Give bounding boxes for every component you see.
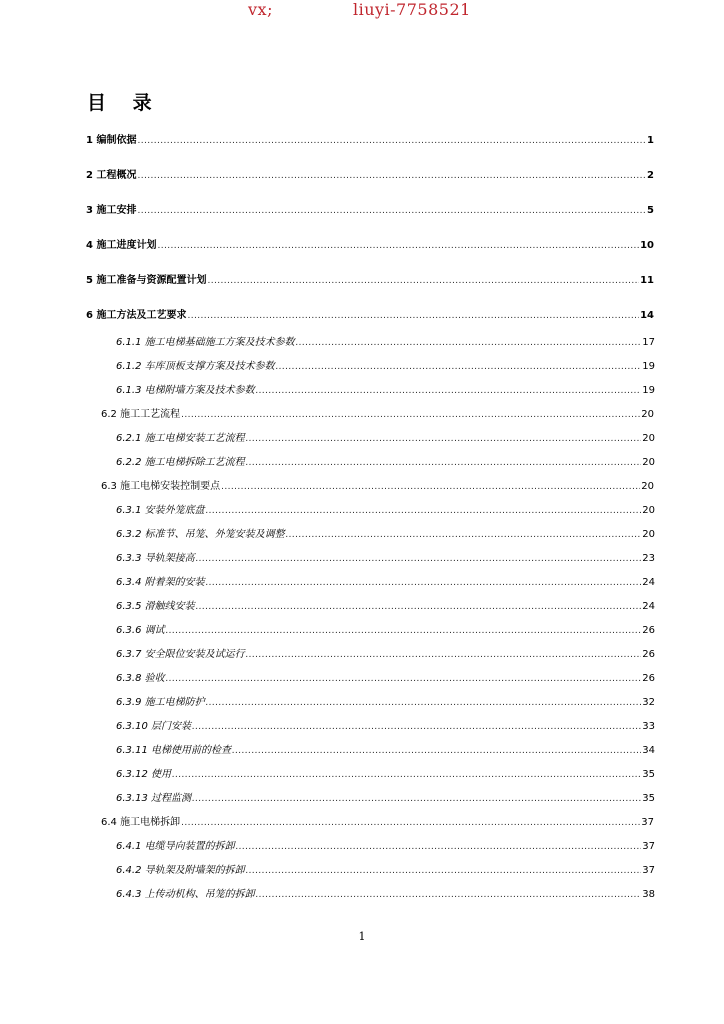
toc-entry-label: 6.3.5 滑触线安装 [116,601,195,612]
dot-leader [172,770,641,780]
toc-entry-label: 6.4.2 导轨架及附墙架的拆卸 [116,865,245,876]
toc-entry[interactable] [116,765,655,780]
dot-leader [246,866,642,876]
dot-leader [137,171,646,181]
toc-entry[interactable] [116,525,655,540]
toc-entry-label: 1 编制依据 [86,135,137,146]
toc-entry[interactable] [116,453,655,468]
dot-leader [236,842,642,852]
dot-leader [256,890,642,900]
dot-leader [196,554,642,564]
dot-leader [137,206,646,216]
toc-entry[interactable] [101,405,654,420]
toc-entry-page: 1 [647,135,654,146]
toc-entry[interactable] [116,645,655,660]
toc-entry-label: 6.4.3 上传动机构、吊笼的拆卸 [116,889,255,900]
toc-entry-label: 3 施工安排 [86,205,137,216]
toc-entry-page: 11 [640,275,654,286]
dot-leader [246,434,642,444]
watermark-left: vx; [248,0,273,19]
toc-entry-label: 6.3.8 验收 [116,673,165,684]
toc-entry[interactable] [116,573,655,588]
toc-entry-page: 24 [642,577,655,588]
toc-entry-page: 19 [642,385,655,396]
toc-entry-label: 6.4 施工电梯拆卸 [101,817,181,828]
toc-entry-page: 37 [641,817,654,828]
dot-leader [246,458,642,468]
toc-entry[interactable] [116,669,655,684]
dot-leader [206,578,642,588]
toc-entry-label: 6.2.2 施工电梯拆除工艺流程 [116,457,245,468]
toc-entry[interactable] [116,789,655,804]
toc-entry-label: 6.3.4 附着架的安装 [116,577,205,588]
toc-entry-page: 35 [642,769,655,780]
toc-entry-page: 5 [647,205,654,216]
dot-leader [192,794,641,804]
dot-leader [206,506,642,516]
toc-entry-page: 32 [642,697,655,708]
toc-entry-page: 26 [642,625,655,636]
dot-leader [196,602,642,612]
dot-leader [232,746,641,756]
dot-leader [206,698,642,708]
toc-entry[interactable] [101,813,654,828]
dot-leader [181,410,640,420]
toc-entry-page: 38 [642,889,655,900]
toc-entry-label: 6.3.3 导轨架接高 [116,553,195,564]
toc-entry-label: 6.1.2 车库顶板支撑方案及技术参数 [116,361,275,372]
toc-entry[interactable] [116,597,655,612]
dot-leader [137,136,646,146]
toc-entry-label: 6.3.2 标准节、吊笼、外笼安装及调整 [116,529,285,540]
toc-entry[interactable] [86,201,654,216]
toc-entry[interactable] [116,429,655,444]
toc-entry-page: 35 [642,793,655,804]
dot-leader [286,530,642,540]
toc-entry[interactable] [101,477,654,492]
dot-leader [207,276,639,286]
toc-entry-label: 6.2 施工工艺流程 [101,409,181,420]
toc-entry-page: 20 [642,529,655,540]
toc-entry-label: 6.3.13 过程监测 [116,793,191,804]
toc-entry-label: 2 工程概况 [86,170,137,181]
dot-leader [256,386,642,396]
toc-entry-label: 6.3.9 施工电梯防护 [116,697,205,708]
toc-entry-label: 6.3 施工电梯安装控制要点 [101,481,221,492]
toc-entry-label: 4 施工进度计划 [86,240,157,251]
toc-entry[interactable] [116,357,655,372]
toc-entry-page: 20 [642,505,655,516]
dot-leader [192,722,641,732]
dot-leader [166,674,642,684]
toc-entry[interactable] [116,861,655,876]
toc-entry-page: 34 [642,745,655,756]
toc-entry-page: 37 [642,865,655,876]
toc-entry[interactable] [116,549,655,564]
watermark-right: liuyi-7758521 [352,0,471,19]
toc-entry-page: 20 [642,433,655,444]
toc-entry-label: 5 施工准备与资源配置计划 [86,275,207,286]
toc-entry-page: 37 [642,841,655,852]
toc-entry-page: 2 [647,170,654,181]
toc-entry-label: 6.1.1 施工电梯基础施工方案及技术参数 [116,337,295,348]
dot-leader [221,482,640,492]
toc-entry-label: 6.3.11 电梯使用前的检查 [116,745,231,756]
toc-entry-label: 6.3.7 安全限位安装及试运行 [116,649,245,660]
toc-entry[interactable] [116,741,655,756]
toc-entry-page: 10 [640,240,654,251]
toc-entry[interactable] [116,333,655,348]
dot-leader [296,338,642,348]
page-number: 1 [358,930,366,943]
toc-entry[interactable] [86,131,654,146]
dot-leader [166,626,642,636]
toc-entry-page: 26 [642,649,655,660]
toc-entry-page: 14 [640,310,654,321]
toc-entry-page: 17 [642,337,655,348]
toc-entry-label: 6.3.12 使用 [116,769,171,780]
toc-entry-label: 6.2.1 施工电梯安装工艺流程 [116,433,245,444]
toc-entry-page: 24 [642,601,655,612]
toc-entry[interactable] [116,837,655,852]
toc-entry[interactable] [116,621,655,636]
toc-entry[interactable] [86,236,654,251]
toc-entry-page: 20 [641,481,654,492]
toc-entry-page: 20 [642,457,655,468]
toc-entry-page: 33 [642,721,655,732]
toc-entry[interactable] [116,885,655,900]
watermark [248,0,471,19]
toc-entry-page: 19 [642,361,655,372]
dot-leader [181,818,640,828]
toc-entry-page: 26 [642,673,655,684]
dot-leader [187,311,639,321]
toc-entry-page: 20 [641,409,654,420]
toc-entry[interactable] [86,271,654,286]
toc-entry[interactable] [116,717,655,732]
toc-entry-label: 6 施工方法及工艺要求 [86,310,187,321]
toc-entry[interactable] [86,306,654,321]
toc-entry-label: 6.4.1 电缆导向装置的拆卸 [116,841,235,852]
toc-title: 目 录 [87,92,162,114]
dot-leader [276,362,642,372]
toc-entry-label: 6.1.3 电梯附墙方案及技术参数 [116,385,255,396]
toc-entry[interactable] [116,501,655,516]
toc-entry-label: 6.3.10 层门安装 [116,721,191,732]
toc-entry[interactable] [116,693,655,708]
toc-entry-page: 23 [642,553,655,564]
toc-entry-label: 6.3.6 调试 [116,625,165,636]
dot-leader [246,650,642,660]
toc-entry[interactable] [86,166,654,181]
toc-entry[interactable] [116,381,655,396]
toc-entry-label: 6.3.1 安装外笼底盘 [116,505,205,516]
dot-leader [157,241,639,251]
